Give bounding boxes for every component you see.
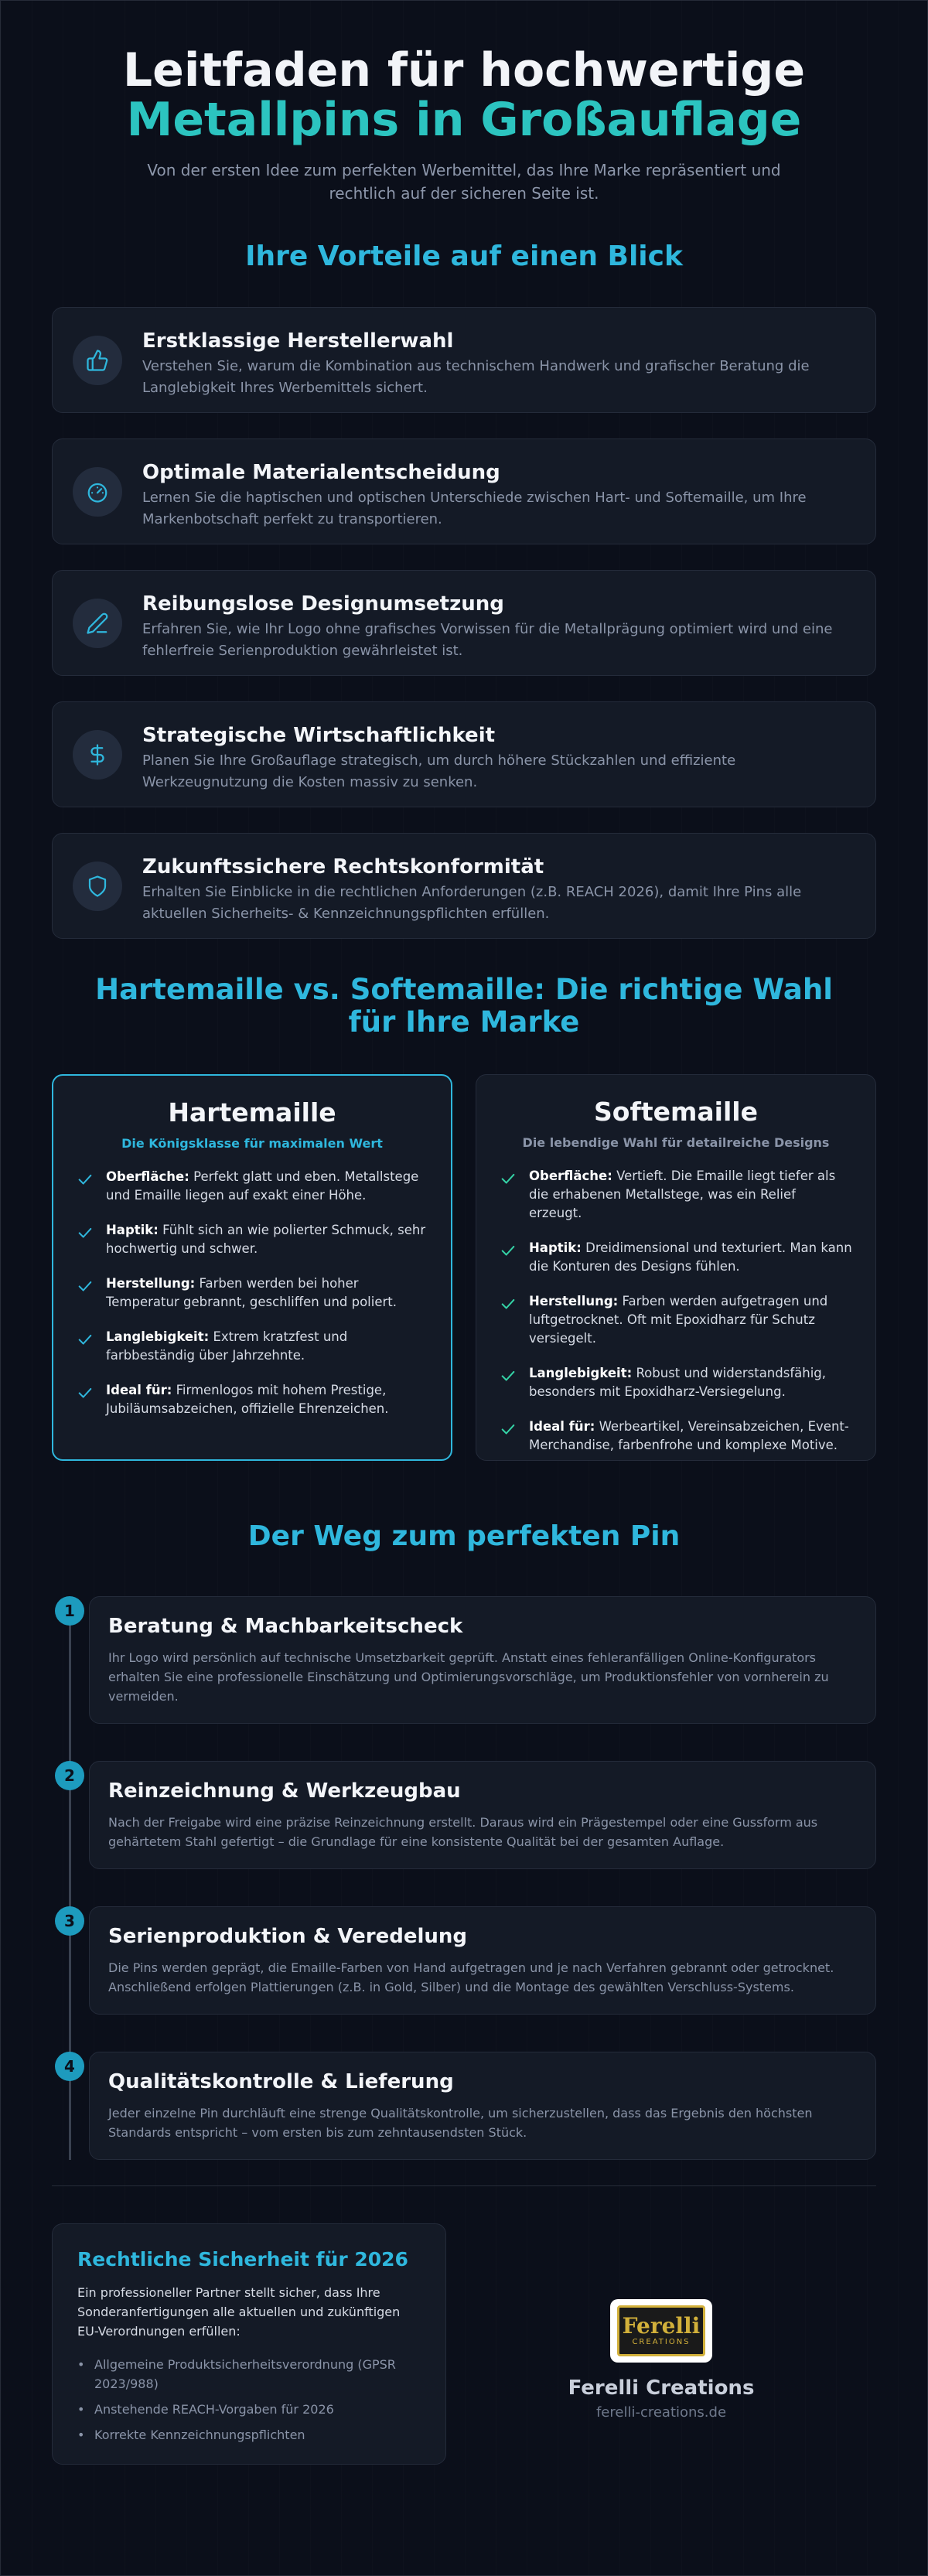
feature-item xyxy=(500,1364,852,1401)
feature-label: Haptik: xyxy=(106,1223,159,1237)
feature-text: Firmenlogos mit hohem Prestige, Jubiläumsabzeichen, offizielle Ehrenzeichen. xyxy=(106,1383,389,1416)
step-text: Die Pins werden geprägt, die Emaille-Farben von Hand aufgetragen und je nach Verfahren gebrannt oder getrocknet. Anschließend erfolgen Plattierungen (z.B. in Gold, Silber) und die Montage des gewählten Verschluss-Systems. xyxy=(108,1960,834,1994)
legal-item: • Allgemeine Produktsicherheitsverordnung (GPSR 2023/988) xyxy=(77,2355,421,2393)
brand-logo xyxy=(610,2299,712,2363)
feature-text: Robust und widerstandsfähig, besonders mit Epoxidharz-Versiegelung. xyxy=(529,1366,827,1399)
legal-item: • Korrekte Kennzeichnungspflichten xyxy=(77,2425,421,2445)
feature-item xyxy=(500,1418,852,1455)
card-title: Softemaille xyxy=(594,1097,758,1127)
feature-text: Dreidimensional und texturiert. Man kann die Konturen des Designs fühlen. xyxy=(529,1240,852,1274)
process-step xyxy=(52,1906,876,2015)
hero xyxy=(1,1,927,205)
legal-box xyxy=(52,2223,446,2465)
check-icon xyxy=(500,1421,518,1455)
step-title: Qualitätskontrolle & Lieferung xyxy=(108,2070,454,2093)
feature-text: Extrem kratzfest und farbbeständig über Jahrzehnte. xyxy=(106,1329,348,1363)
step-text: Ihr Logo wird persönlich auf technische Umsetzbarkeit geprüft. Anstatt eines fehleranfälligen Online-Konfigurators erhalten Sie eine professionelle Einschätzung und Optimierungsvorschläge, um Produktionsfehler von vornherein zu vermeiden. xyxy=(108,1650,829,1704)
benefit-card xyxy=(52,570,876,676)
dollar-icon xyxy=(73,730,122,780)
logo-wordmark: Ferelli xyxy=(622,2313,701,2339)
feature-label: Herstellung: xyxy=(106,1276,196,1291)
step-number: 4 xyxy=(55,2052,84,2081)
feature-item xyxy=(77,1381,428,1418)
feature-item xyxy=(77,1274,428,1312)
feature-text: Vertieft. Die Emaille liegt tiefer als die erhabenen Metallstege, was ein Relief erzeugt. xyxy=(529,1169,836,1220)
benefit-card xyxy=(52,307,876,413)
step-title: Serienproduktion & Veredelung xyxy=(108,1925,468,1948)
step-text: Jeder einzelne Pin durchläuft eine strenge Qualitätskontrolle, um sicherzustellen, dass das Ergebnis den höchsten Standards entspricht – vom ersten bis zum zehntausendsten Stück. xyxy=(108,2106,813,2140)
feature-label: Haptik: xyxy=(529,1240,582,1255)
card-subtitle: Die lebendige Wahl für detailreiche Designs xyxy=(522,1135,830,1150)
feature-label: Langlebigkeit: xyxy=(529,1366,633,1380)
page-title-line1: Leitfaden für hochwertige xyxy=(122,43,806,97)
legal-intro: Ein professioneller Partner stellt sicher, dass Ihre Sonderanfertigungen alle aktuellen und zukünftigen EU-Verordnungen erfüllen: xyxy=(77,2285,401,2339)
step-title: Reinzeichnung & Werkzeugbau xyxy=(108,1779,461,1803)
feature-item xyxy=(77,1328,428,1365)
step-number: 3 xyxy=(55,1906,84,1936)
feature-item xyxy=(500,1167,852,1223)
page-title-line2: Metallpins in Großauflage xyxy=(126,93,802,147)
benefit-card xyxy=(52,701,876,807)
benefit-text: Verstehen Sie, warum die Kombination aus technischem Handwerk und grafischer Beratung die Langlebigkeit Ihres Werbemittels sichert. xyxy=(142,358,810,396)
feature-text: Werbeartikel, Vereinsabzeichen, Event-Merchandise, farbenfrohe und komplexe Motive. xyxy=(529,1419,849,1452)
check-icon xyxy=(77,1278,95,1312)
legal-title: Rechtliche Sicherheit für 2026 xyxy=(77,2248,408,2271)
process-step xyxy=(52,2052,876,2160)
check-icon xyxy=(77,1384,95,1418)
footer xyxy=(52,2223,876,2465)
check-icon xyxy=(77,1224,95,1258)
gauge-icon xyxy=(73,467,122,517)
step-card xyxy=(89,2052,876,2160)
hero-subtitle: Von der ersten Idee zum perfekten Werbemittel, das Ihre Marke repräsentiert und rechtlich auf der sicheren Seite ist. xyxy=(147,161,781,203)
process-step xyxy=(52,1596,876,1724)
feature-text: Perfekt glatt und eben. Metallstege und Emaille liegen auf exakt einer Höhe. xyxy=(106,1169,419,1203)
feature-text: Farben werden bei hoher Temperatur gebrannt, geschliffen und poliert. xyxy=(106,1276,397,1309)
legal-item: • Anstehende REACH-Vorgaben für 2026 xyxy=(77,2400,421,2419)
check-icon xyxy=(500,1295,518,1348)
step-number: 2 xyxy=(55,1761,84,1790)
section-divider xyxy=(52,2185,876,2186)
page-title xyxy=(1,43,927,147)
feature-label: Oberfläche: xyxy=(529,1169,612,1183)
benefit-title: Optimale Materialentscheidung xyxy=(142,461,500,484)
step-text: Nach der Freigabe wird eine präzise Reinzeichnung erstellt. Daraus wird ein Prägestempel oder eine Gussform aus gehärtetem Stahl gefertigt – die Grundlage für eine konsistente Qualität bei der gesamten Auflage. xyxy=(108,1815,818,1849)
feature-label: Oberfläche: xyxy=(106,1169,189,1184)
process-title: Der Weg zum perfekten Pin xyxy=(247,1520,681,1552)
logo-subtext: CREATIONS xyxy=(632,2338,691,2346)
brand-block xyxy=(446,2223,876,2465)
feature-label: Ideal für: xyxy=(529,1419,595,1434)
benefits-list xyxy=(52,307,876,939)
compare-title: Hartemaille vs. Softemaille: Die richtige Wahl für Ihre Marke xyxy=(95,973,833,1039)
feature-item xyxy=(77,1221,428,1258)
benefit-card xyxy=(52,833,876,939)
hard-enamel-card xyxy=(52,1074,452,1461)
process-step xyxy=(52,1761,876,1869)
card-title: Hartemaille xyxy=(168,1097,336,1128)
step-card xyxy=(89,1906,876,2015)
feature-text: Fühlt sich an wie polierter Schmuck, sehr hochwertig und schwer. xyxy=(106,1223,426,1256)
benefit-text: Erhalten Sie Einblicke in die rechtlichen Anforderungen (z.B. REACH 2026), damit Ihre Pins alle aktuellen Sicherheits- & Kennzeichnungspflichten erfüllen. xyxy=(142,884,802,922)
benefit-title: Reibungslose Designumsetzung xyxy=(142,592,504,616)
pen-icon xyxy=(73,599,122,648)
benefit-text: Lernen Sie die haptischen und optischen Unterschiede zwischen Hart- und Softemaille, um Ihre Markenbotschaft perfekt zu transportieren. xyxy=(142,490,807,527)
step-card xyxy=(89,1761,876,1869)
legal-list xyxy=(77,2355,421,2445)
benefit-text: Erfahren Sie, wie Ihr Logo ohne grafisches Vorwissen für die Metallprägung optimiert wird und eine fehlerfreie Serienproduktion gewährleistet ist. xyxy=(142,621,833,659)
card-subtitle: Die Königsklasse für maximalen Wert xyxy=(121,1136,383,1151)
step-number: 1 xyxy=(55,1596,84,1626)
feature-label: Ideal für: xyxy=(106,1383,172,1397)
soft-enamel-card xyxy=(476,1074,876,1461)
brand-name: Ferelli Creations xyxy=(568,2376,755,2400)
feature-list xyxy=(500,1167,852,1455)
check-icon xyxy=(500,1367,518,1401)
feature-item xyxy=(77,1168,428,1205)
enamel-comparison xyxy=(52,1074,876,1461)
process-timeline xyxy=(52,1596,876,2160)
feature-label: Langlebigkeit: xyxy=(106,1329,210,1344)
benefits-title: Ihre Vorteile auf einen Blick xyxy=(245,241,683,272)
check-icon xyxy=(77,1171,95,1205)
step-card xyxy=(89,1596,876,1724)
check-icon xyxy=(500,1242,518,1276)
benefit-text: Planen Sie Ihre Großauflage strategisch, um durch höhere Stückzahlen und effiziente Werkzeugnutzung die Kosten massiv zu senken. xyxy=(142,752,736,790)
feature-list xyxy=(77,1168,428,1418)
feature-text: Farben werden aufgetragen und luftgetrocknet. Oft mit Epoxidharz für Schutz versiegelt. xyxy=(529,1294,828,1346)
thumbs-up-icon xyxy=(73,336,122,385)
check-icon xyxy=(77,1331,95,1365)
benefit-title: Strategische Wirtschaftlichkeit xyxy=(142,724,496,747)
feature-item xyxy=(500,1292,852,1348)
feature-label: Herstellung: xyxy=(529,1294,619,1308)
brand-url[interactable]: ferelli-creations.de xyxy=(595,2404,727,2421)
check-icon xyxy=(500,1170,518,1223)
benefit-title: Zukunftssichere Rechtskonformität xyxy=(142,855,544,879)
benefit-title: Erstklassige Herstellerwahl xyxy=(142,329,454,353)
benefit-card xyxy=(52,438,876,544)
shield-icon xyxy=(73,862,122,911)
feature-item xyxy=(500,1239,852,1276)
step-title: Beratung & Machbarkeitscheck xyxy=(108,1615,463,1638)
